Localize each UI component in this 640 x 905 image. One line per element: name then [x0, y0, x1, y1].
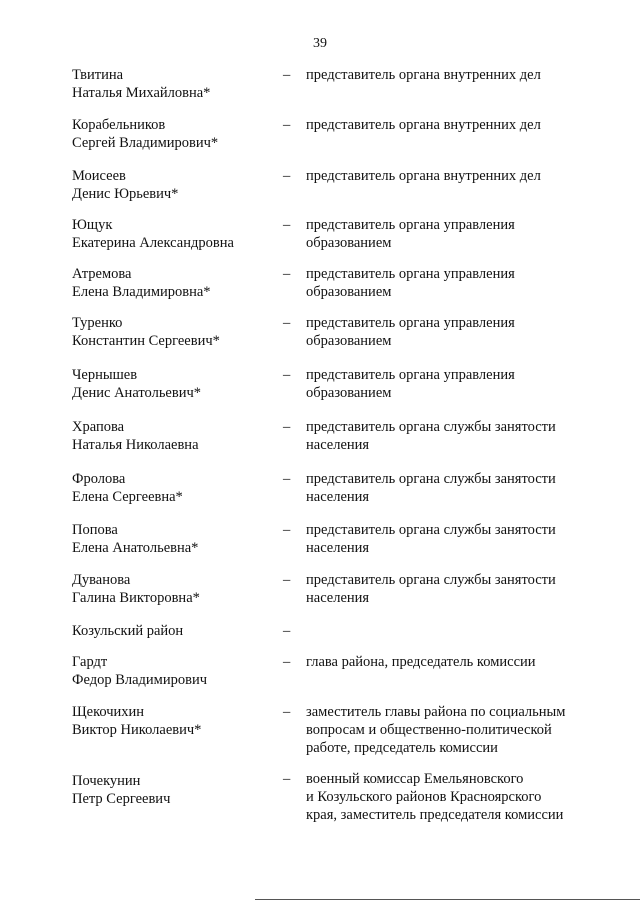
dash-separator: – [283, 623, 291, 639]
page-number: 39 [313, 36, 327, 51]
person-name: Ющук Екатерина Александровна [72, 217, 234, 251]
person-name: Корабельников Сергей Владимирович* [72, 117, 219, 151]
dash-separator: – [283, 266, 291, 282]
person-role: представитель органа службы занятости населения [306, 419, 556, 453]
dash-separator: – [283, 471, 291, 487]
dash-separator: – [283, 367, 291, 383]
person-name: Дуванова Галина Викторовна* [72, 572, 200, 606]
person-role: представитель органа управления образованием [306, 367, 515, 401]
dash-separator: – [283, 217, 291, 233]
person-role: глава района, председатель комиссии [306, 654, 536, 670]
person-name: Фролова Елена Сергеевна* [72, 471, 183, 505]
person-name: Почекунин Петр Сергеевич [72, 773, 171, 807]
person-name: Атремова Елена Владимировна* [72, 266, 211, 300]
person-role: представитель органа управления образованием [306, 266, 515, 300]
person-name: Щекочихин Виктор Николаевич* [72, 704, 202, 738]
dash-separator: – [283, 117, 291, 133]
dash-separator: – [283, 168, 291, 184]
dash-separator: – [283, 67, 291, 83]
person-role: представитель органа службы занятости населения [306, 572, 556, 606]
bottom-rule [255, 899, 640, 900]
person-role: представитель органа внутренних дел [306, 117, 541, 133]
person-name: Храпова Наталья Николаевна [72, 419, 199, 453]
dash-separator: – [283, 419, 291, 435]
dash-separator: – [283, 771, 291, 787]
person-name: Туренко Константин Сергеевич* [72, 315, 220, 349]
person-role: представитель органа управления образованием [306, 315, 515, 349]
dash-separator: – [283, 572, 291, 588]
dash-separator: – [283, 522, 291, 538]
person-role: представитель органа службы занятости населения [306, 522, 556, 556]
person-name: Попова Елена Анатольевна* [72, 522, 199, 556]
person-name: Моисеев Денис Юрьевич* [72, 168, 179, 202]
person-name: Твитина Наталья Михайловна* [72, 67, 211, 101]
person-role: представитель органа внутренних дел [306, 67, 541, 83]
dash-separator: – [283, 654, 291, 670]
dash-separator: – [283, 704, 291, 720]
person-role: представитель органа внутренних дел [306, 168, 541, 184]
district-heading: Козульский район [72, 623, 184, 639]
person-role: представитель органа службы занятости населения [306, 471, 556, 505]
person-role: военный комиссар Емельяновского и Козульского районов Красноярского края, заместитель председателя комиссии [306, 771, 564, 823]
dash-separator: – [283, 315, 291, 331]
person-role: представитель органа управления образованием [306, 217, 515, 251]
person-name: Гардт Федор Владимирович [72, 654, 208, 688]
person-role: заместитель главы района по социальным вопросам и общественно-политической работе, председатель комиссии [306, 704, 566, 756]
person-name: Чернышев Денис Анатольевич* [72, 367, 202, 401]
